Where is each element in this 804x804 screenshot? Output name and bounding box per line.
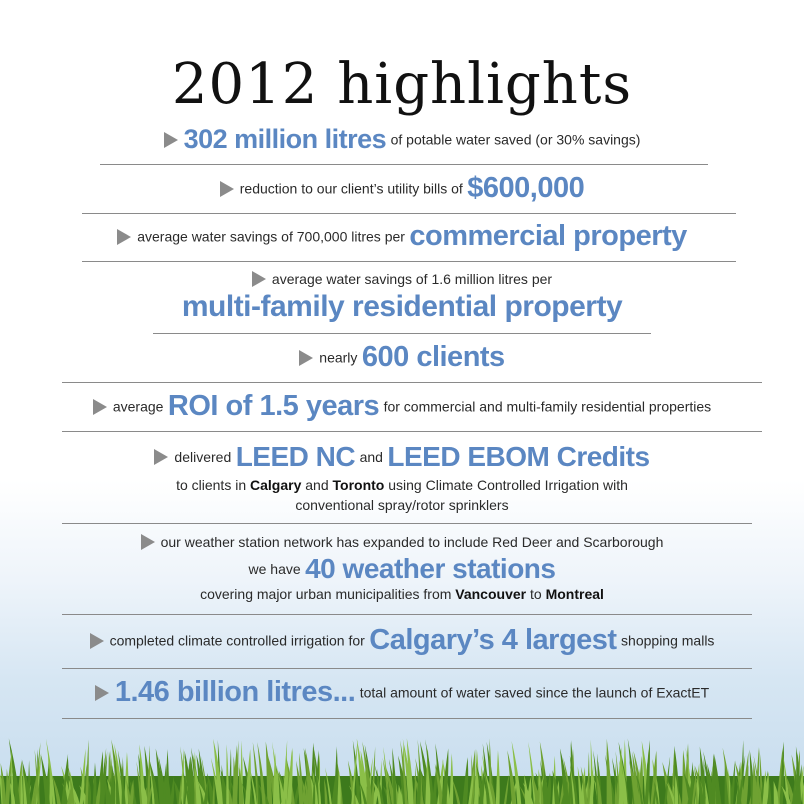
divider — [62, 614, 752, 615]
grass-blade — [226, 744, 229, 804]
divider — [62, 431, 762, 432]
highlight-9: completed climate controlled irrigation for Calgary’s 4 largest shopping malls — [0, 624, 804, 657]
page-title: 2012 highlights — [171, 52, 633, 117]
highlight-10: 1.46 billion litres... total amount of water saved since the launch of ExactET — [0, 676, 804, 709]
highlight-8-detail: covering major urban municipalities from Vancouver to Montreal — [200, 586, 604, 602]
divider — [153, 333, 651, 334]
divider — [62, 718, 752, 719]
triangle-arrow-icon — [117, 229, 131, 245]
highlight-8: our weather station network has expanded to include Red Deer and Scarborough — [0, 533, 804, 551]
divider — [82, 261, 736, 262]
divider — [62, 382, 762, 383]
highlight-7-detail: to clients in Calgary and Toronto using Climate Controlled Irrigation with — [176, 477, 628, 493]
triangle-arrow-icon — [93, 399, 107, 415]
highlight-8-emphasis: we have 40 weather stations — [248, 553, 556, 584]
highlight-4-emphasis: multi-family residential property — [181, 290, 623, 323]
highlight-6: average ROI of 1.5 years for commercial and multi-family residential properties — [0, 390, 804, 423]
highlight-7: delivered LEED NC and LEED EBOM Credits — [0, 441, 804, 473]
grass-blade — [334, 746, 338, 804]
highlight-3: average water savings of 700,000 litres per commercial property — [0, 220, 804, 253]
grass-image — [0, 738, 804, 804]
triangle-arrow-icon — [220, 181, 234, 197]
highlight-5: nearly 600 clients — [0, 341, 804, 374]
highlight-4: average water savings of 1.6 million litres per — [0, 270, 804, 288]
triangle-arrow-icon — [95, 685, 109, 701]
triangle-arrow-icon — [90, 633, 104, 649]
divider — [100, 164, 708, 165]
divider — [62, 523, 752, 524]
divider — [82, 213, 736, 214]
triangle-arrow-icon — [141, 534, 155, 550]
triangle-arrow-icon — [299, 350, 313, 366]
highlight-1: 302 million litres of potable water saved (or 30% savings) — [0, 124, 804, 155]
triangle-arrow-icon — [154, 449, 168, 465]
highlight-7-detail-2: conventional spray/rotor sprinklers — [295, 497, 509, 513]
grass-blade — [232, 745, 237, 804]
highlight-2: reduction to our client’s utility bills of $600,000 — [0, 172, 804, 205]
divider — [62, 668, 752, 669]
triangle-arrow-icon — [252, 271, 266, 287]
triangle-arrow-icon — [164, 132, 178, 148]
